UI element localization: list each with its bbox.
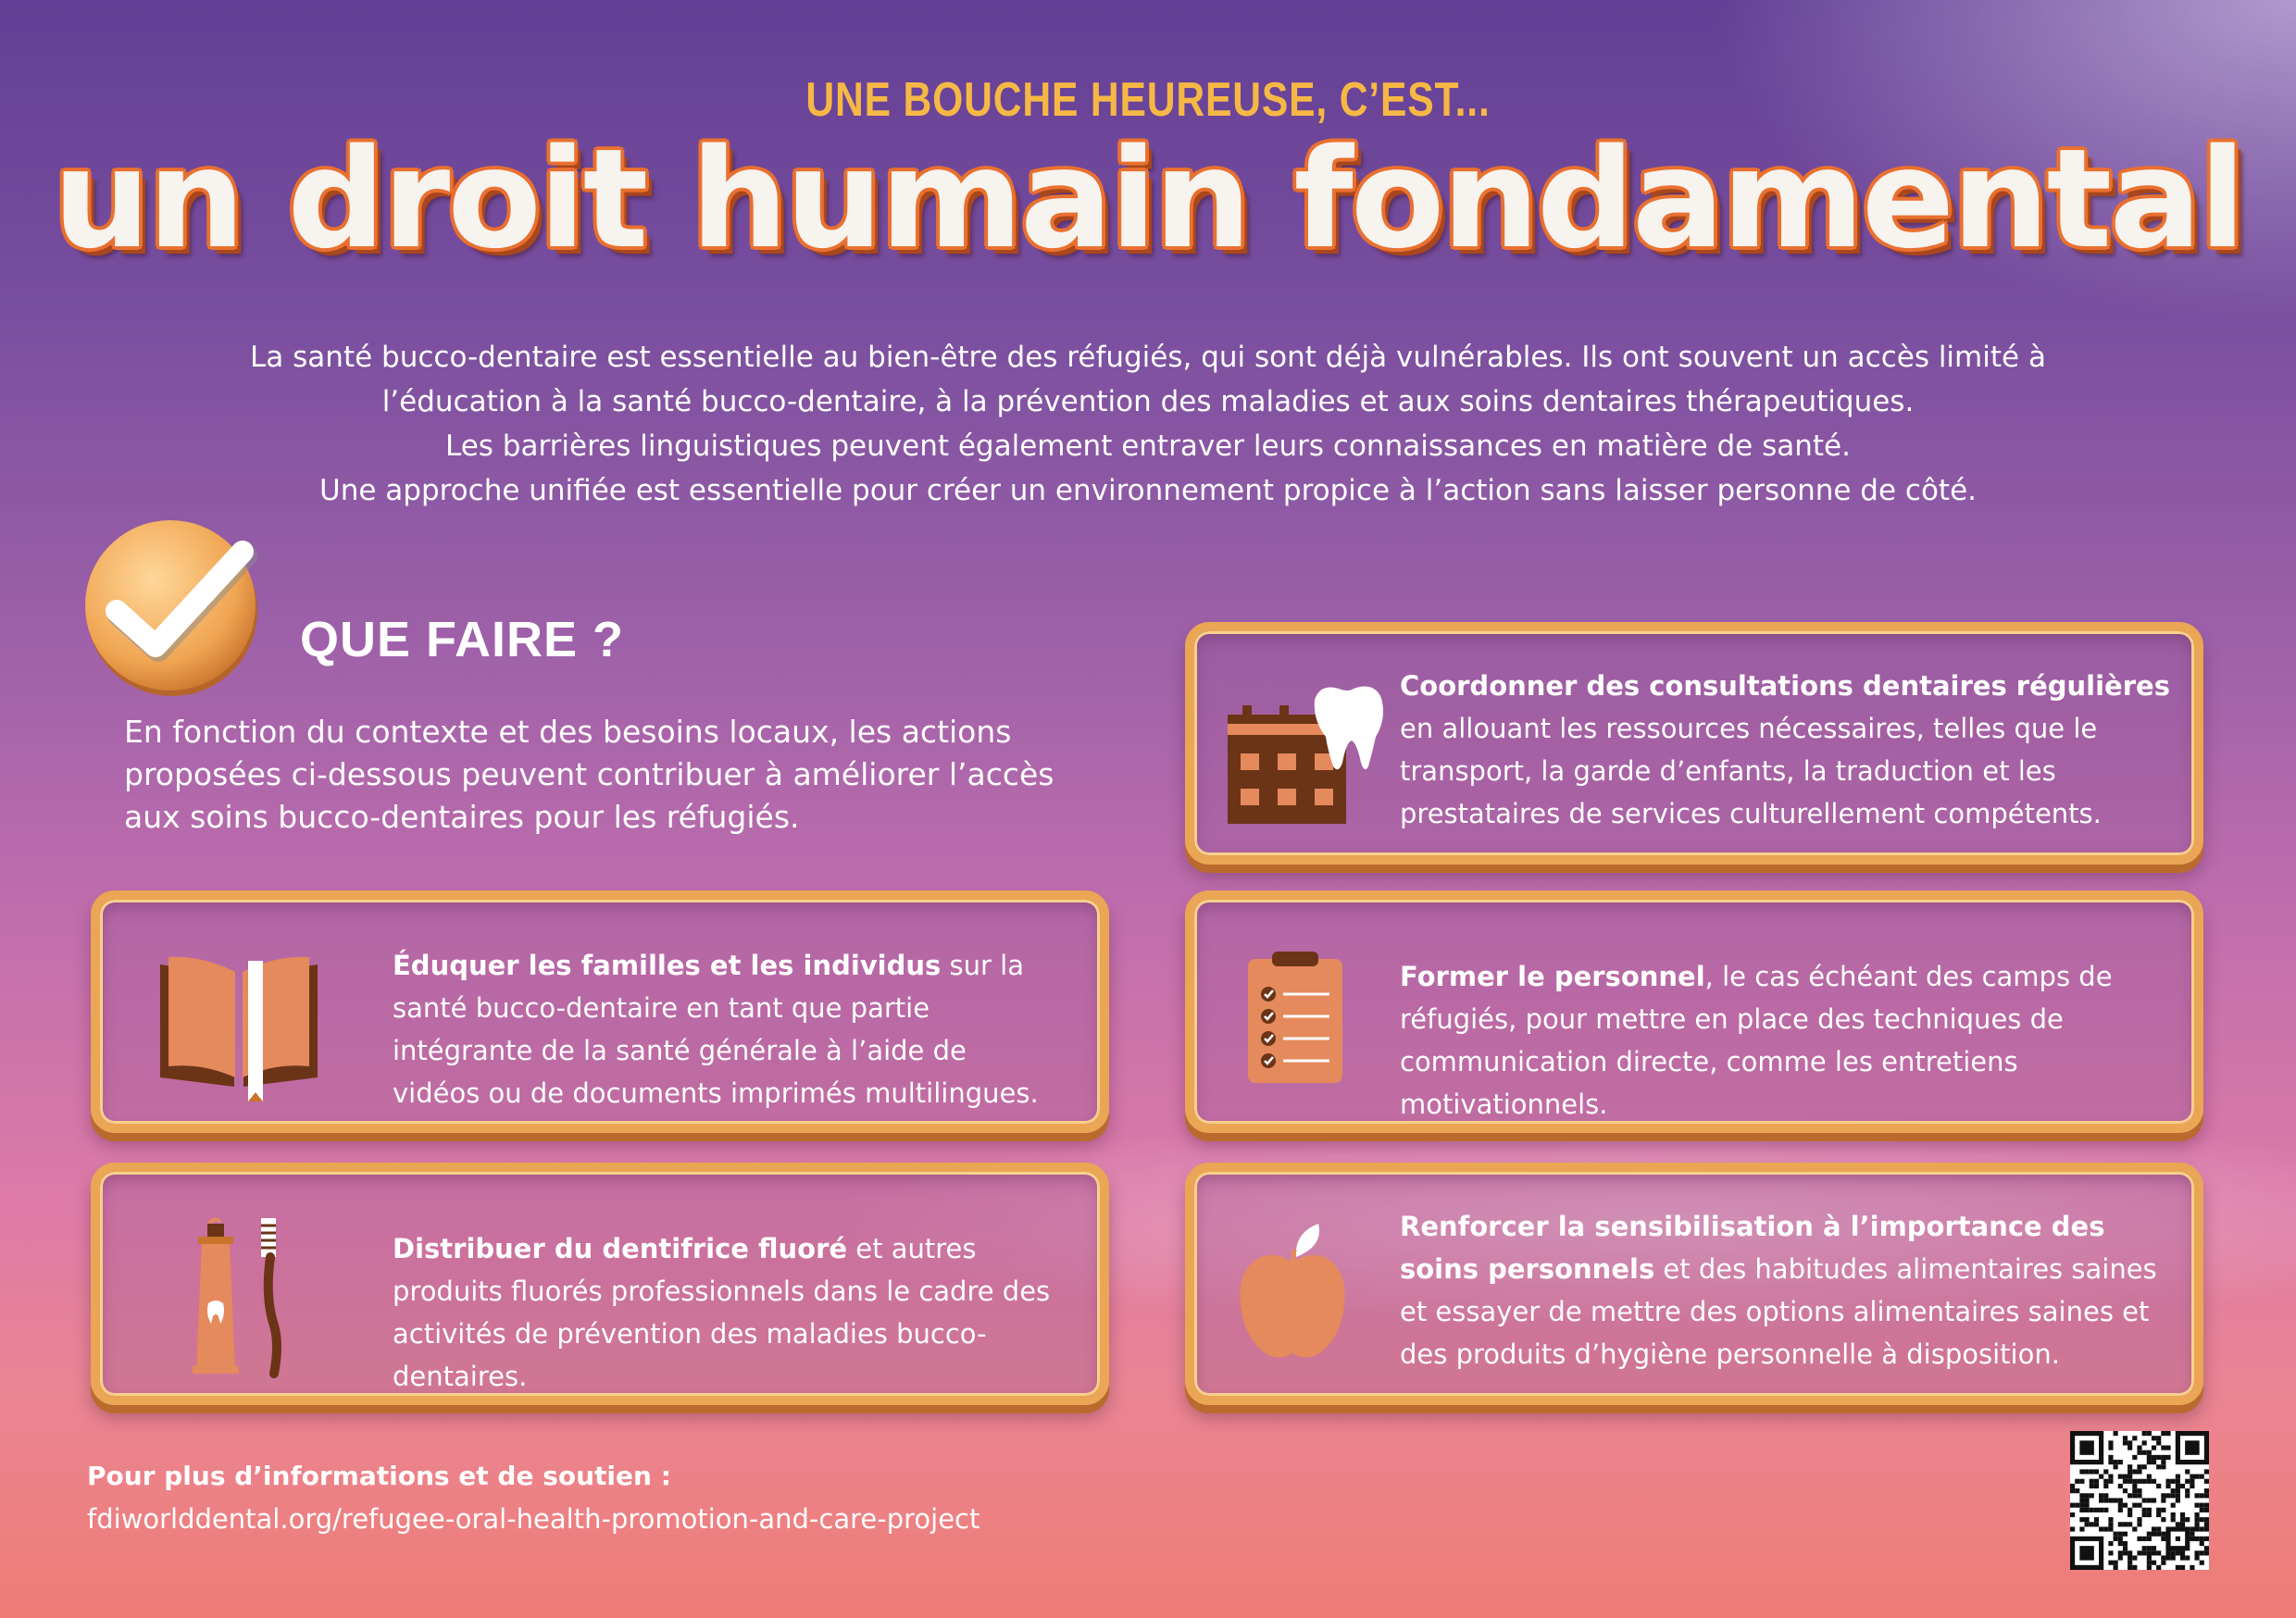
what-to-do-heading: QUE FAIRE ? — [300, 612, 625, 667]
what-to-do-text: En fonction du contexte et des besoins locaux, les actions proposées ci-dessous peuvent contribuer à améliorer l’accès aux soins bucco-dentaires pour les réfugiés. — [124, 714, 1054, 835]
footer-heading: Pour plus d’informations et de soutien : — [87, 1461, 671, 1491]
apple-icon — [1237, 1222, 1348, 1361]
card-awareness — [1185, 1163, 2203, 1405]
card-educate-bold: Éduquer les familles et les individus — [393, 950, 942, 981]
intro-line: La santé bucco-dentaire est essentielle au bien-être des réfugiés, qui sont déjà vulnérables. Ils ont souvent un accès limité à — [250, 341, 2046, 374]
card-train-bold: Former le personnel — [1400, 961, 1705, 992]
card-awareness-rest: et des habitudes alimentaires saines et essayer de mettre des options alimentaires saines et des produits d’hygiène personnelle à disposition. — [1400, 1253, 2157, 1370]
card-train-text — [1400, 955, 2187, 1126]
card-toothpaste — [91, 1163, 1109, 1405]
intro-line: Une approche unifiée est essentielle pour créer un environnement propice à l’action sans laisser personne de côté. — [319, 474, 1977, 507]
card-coordinate-text — [1400, 665, 2187, 835]
card-toothpaste-text — [393, 1227, 1059, 1398]
card-educate-rest: sur la santé bucco-dentaire en tant que partie intégrante de la santé générale à l’aide de vidéos ou de documents imprimés multilingues. — [393, 950, 1039, 1109]
calendar-tooth-icon — [1224, 683, 1391, 831]
checkmark-icon — [80, 515, 265, 700]
card-awareness-text — [1400, 1205, 2187, 1375]
card-train-rest: , le cas échéant des camps de réfugiés, pour mettre en place des techniques de communication directe, comme les entretiens motivationnels. — [1400, 961, 2113, 1120]
poster-subtitle: UNE BOUCHE HEUREUSE, C’EST... — [805, 73, 1491, 127]
card-awareness-bold: Renforcer la sensibilisation à l’importance des soins personnels — [1400, 1211, 2105, 1285]
qr-code-icon[interactable] — [2070, 1431, 2209, 1570]
intro-line: Les barrières linguistiques peuvent également entraver leurs connaissances en matière de santé. — [445, 429, 1851, 463]
footer-link[interactable]: fdiworlddental.org/refugee-oral-health-promotion-and-care-project — [87, 1503, 980, 1535]
card-train — [1185, 890, 2203, 1133]
card-toothpaste-rest: et autres produits fluorés professionnels dans le cadre des activités de prévention des maladies bucco-dentaires. — [393, 1233, 1051, 1392]
intro-paragraph — [167, 335, 2129, 513]
card-educate-text — [393, 944, 1059, 1114]
card-coordinate-rest: en allouant les ressources nécessaires, telles que le transport, la garde d’enfants, la traduction et les prestataires de services culturellement compétents. — [1400, 713, 2102, 829]
intro-line: l’éducation à la santé bucco-dentaire, à la prévention des maladies et aux soins dentaires thérapeutiques. — [381, 385, 1915, 418]
toothpaste-toothbrush-icon — [189, 1214, 291, 1381]
card-coordinate-bold: Coordonner des consultations dentaires régulières — [1400, 670, 2170, 702]
clipboard-checklist-icon — [1244, 950, 1346, 1089]
card-coordinate — [1185, 622, 2203, 865]
card-toothpaste-bold: Distribuer du dentifrice fluoré — [393, 1233, 848, 1264]
poster-title: un droit humain fondamental — [53, 119, 2243, 279]
card-educate — [91, 890, 1109, 1133]
open-book-icon — [156, 948, 322, 1105]
